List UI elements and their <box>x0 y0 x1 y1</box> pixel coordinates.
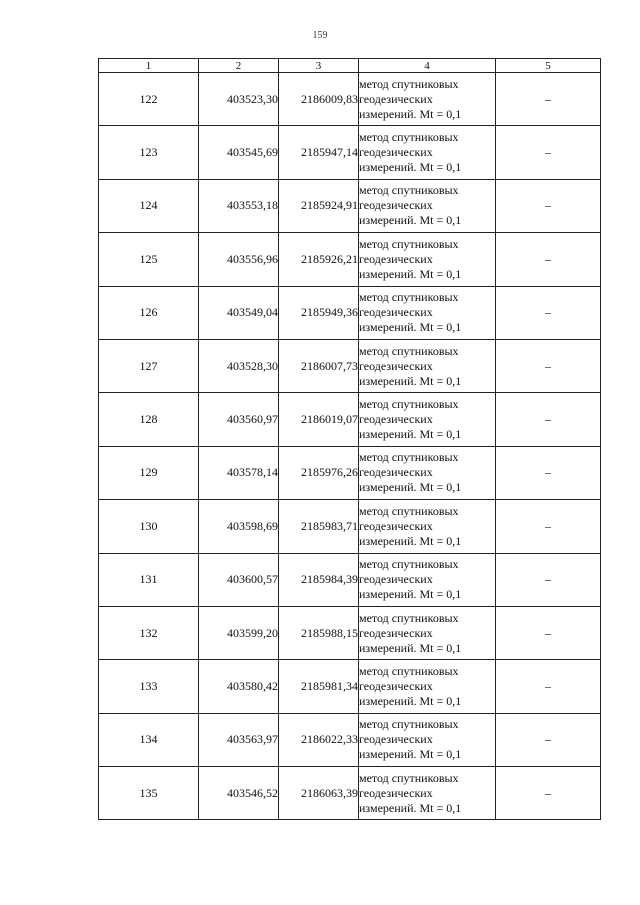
point-number-cell: 135 <box>99 767 199 820</box>
table-row <box>99 286 601 339</box>
method-line: метод спутниковых <box>359 343 459 358</box>
point-number-cell: 130 <box>99 500 199 553</box>
method-line: метод спутниковых <box>359 610 459 625</box>
method-cell <box>359 73 496 126</box>
y-coordinate-cell: 2185949,36 <box>279 286 359 339</box>
note-cell: – <box>496 233 601 286</box>
header-col-4: 4 <box>359 59 496 73</box>
method-cell <box>359 500 496 553</box>
note-cell: – <box>496 606 601 659</box>
method-cell <box>359 126 496 179</box>
method-line: геодезических <box>359 785 433 800</box>
method-cell <box>359 446 496 499</box>
point-number-cell: 124 <box>99 179 199 232</box>
method-line: метод спутниковых <box>359 663 459 678</box>
table-row <box>99 339 601 392</box>
note-cell: – <box>496 286 601 339</box>
x-coordinate-cell: 403600,57 <box>199 553 279 606</box>
note-cell: – <box>496 446 601 499</box>
y-coordinate-cell: 2185926,21 <box>279 233 359 286</box>
method-line: метод спутниковых <box>359 76 459 91</box>
note-cell: – <box>496 767 601 820</box>
x-coordinate-cell: 403578,14 <box>199 446 279 499</box>
y-coordinate-cell: 2185947,14 <box>279 126 359 179</box>
method-line: измерений. Mt = 0,1 <box>359 373 462 388</box>
note-cell: – <box>496 553 601 606</box>
table-header-row <box>99 59 601 73</box>
method-line: геодезических <box>359 518 433 533</box>
x-coordinate-cell: 403580,42 <box>199 660 279 713</box>
method-line: измерений. Mt = 0,1 <box>359 160 462 175</box>
table-row <box>99 73 601 126</box>
method-line: измерений. Mt = 0,1 <box>359 213 462 228</box>
method-line: геодезических <box>359 198 433 213</box>
method-line: измерений. Mt = 0,1 <box>359 480 462 495</box>
method-line: геодезических <box>359 465 433 480</box>
point-number-cell: 128 <box>99 393 199 446</box>
note-cell: – <box>496 660 601 713</box>
x-coordinate-cell: 403523,30 <box>199 73 279 126</box>
method-line: метод спутниковых <box>359 717 459 732</box>
method-line: геодезических <box>359 572 433 587</box>
y-coordinate-cell: 2186019,07 <box>279 393 359 446</box>
note-cell: – <box>496 126 601 179</box>
table-body <box>99 73 601 820</box>
method-line: метод спутниковых <box>359 130 459 145</box>
note-cell: – <box>496 713 601 766</box>
method-cell <box>359 393 496 446</box>
method-line: измерений. Mt = 0,1 <box>359 693 462 708</box>
table-row <box>99 767 601 820</box>
point-number-cell: 123 <box>99 126 199 179</box>
method-line: метод спутниковых <box>359 450 459 465</box>
point-number-cell: 122 <box>99 73 199 126</box>
header-col-2: 2 <box>199 59 279 73</box>
method-cell <box>359 767 496 820</box>
x-coordinate-cell: 403563,97 <box>199 713 279 766</box>
y-coordinate-cell: 2185981,34 <box>279 660 359 713</box>
method-line: измерений. Mt = 0,1 <box>359 640 462 655</box>
x-coordinate-cell: 403545,69 <box>199 126 279 179</box>
x-coordinate-cell: 403546,52 <box>199 767 279 820</box>
table-row <box>99 126 601 179</box>
table-row <box>99 660 601 713</box>
x-coordinate-cell: 403553,18 <box>199 179 279 232</box>
method-line: геодезических <box>359 678 433 693</box>
y-coordinate-cell: 2186063,39 <box>279 767 359 820</box>
method-line: метод спутниковых <box>359 557 459 572</box>
method-line: измерений. Mt = 0,1 <box>359 747 462 762</box>
table-row <box>99 179 601 232</box>
x-coordinate-cell: 403598,69 <box>199 500 279 553</box>
method-line: геодезических <box>359 625 433 640</box>
header-col-5: 5 <box>496 59 601 73</box>
table-row <box>99 446 601 499</box>
note-cell: – <box>496 393 601 446</box>
method-cell <box>359 606 496 659</box>
method-cell <box>359 339 496 392</box>
method-line: метод спутниковых <box>359 503 459 518</box>
page-number: 159 <box>312 30 328 41</box>
method-cell <box>359 179 496 232</box>
x-coordinate-cell: 403549,04 <box>199 286 279 339</box>
y-coordinate-cell: 2186009,83 <box>279 73 359 126</box>
note-cell: – <box>496 73 601 126</box>
method-line: геодезических <box>359 358 433 373</box>
header-col-1: 1 <box>99 59 199 73</box>
table-row <box>99 553 601 606</box>
method-line: метод спутниковых <box>359 290 459 305</box>
y-coordinate-cell: 2185984,39 <box>279 553 359 606</box>
coordinates-table <box>98 58 601 820</box>
method-cell <box>359 660 496 713</box>
y-coordinate-cell: 2186022,33 <box>279 713 359 766</box>
method-line: измерений. Mt = 0,1 <box>359 800 462 815</box>
method-line: измерений. Mt = 0,1 <box>359 533 462 548</box>
method-line: измерений. Mt = 0,1 <box>359 427 462 442</box>
method-line: геодезических <box>359 305 433 320</box>
table-row <box>99 500 601 553</box>
method-cell <box>359 713 496 766</box>
point-number-cell: 125 <box>99 233 199 286</box>
y-coordinate-cell: 2185924,91 <box>279 179 359 232</box>
x-coordinate-cell: 403599,20 <box>199 606 279 659</box>
method-line: измерений. Mt = 0,1 <box>359 266 462 281</box>
table-row <box>99 713 601 766</box>
method-line: метод спутниковых <box>359 770 459 785</box>
method-cell <box>359 553 496 606</box>
method-line: измерений. Mt = 0,1 <box>359 106 462 121</box>
method-line: геодезических <box>359 412 433 427</box>
note-cell: – <box>496 339 601 392</box>
y-coordinate-cell: 2185983,71 <box>279 500 359 553</box>
x-coordinate-cell: 403528,30 <box>199 339 279 392</box>
point-number-cell: 134 <box>99 713 199 766</box>
point-number-cell: 129 <box>99 446 199 499</box>
note-cell: – <box>496 500 601 553</box>
table-row <box>99 393 601 446</box>
method-line: геодезических <box>359 145 433 160</box>
header-col-3: 3 <box>279 59 359 73</box>
x-coordinate-cell: 403560,97 <box>199 393 279 446</box>
method-line: геодезических <box>359 732 433 747</box>
y-coordinate-cell: 2186007,73 <box>279 339 359 392</box>
point-number-cell: 131 <box>99 553 199 606</box>
method-line: метод спутниковых <box>359 236 459 251</box>
method-cell <box>359 233 496 286</box>
point-number-cell: 132 <box>99 606 199 659</box>
y-coordinate-cell: 2185976,26 <box>279 446 359 499</box>
method-line: геодезических <box>359 251 433 266</box>
method-line: измерений. Mt = 0,1 <box>359 320 462 335</box>
x-coordinate-cell: 403556,96 <box>199 233 279 286</box>
method-cell <box>359 286 496 339</box>
point-number-cell: 133 <box>99 660 199 713</box>
table-row <box>99 233 601 286</box>
method-line: метод спутниковых <box>359 397 459 412</box>
note-cell: – <box>496 179 601 232</box>
point-number-cell: 126 <box>99 286 199 339</box>
method-line: метод спутниковых <box>359 183 459 198</box>
method-line: геодезических <box>359 91 433 106</box>
y-coordinate-cell: 2185988,15 <box>279 606 359 659</box>
method-line: измерений. Mt = 0,1 <box>359 587 462 602</box>
table-row <box>99 606 601 659</box>
point-number-cell: 127 <box>99 339 199 392</box>
